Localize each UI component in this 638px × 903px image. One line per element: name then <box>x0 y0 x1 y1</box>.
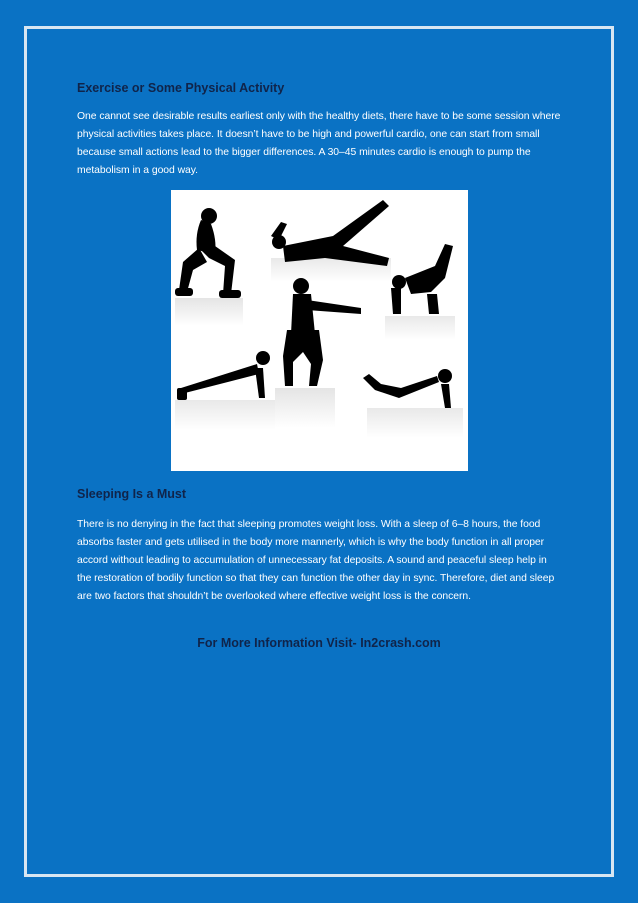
push-up-figure <box>177 351 270 400</box>
more-info-link[interactable]: For More Information Visit- In2crash.com <box>197 636 441 650</box>
section-heading-exercise: Exercise or Some Physical Activity <box>77 81 285 95</box>
kneeling-push-up-figure <box>363 369 452 408</box>
section-body-sleeping: There is no denying in the fact that sleeping promotes weight loss. With a sleep of 6–8 hours, the food absorbs faster and gets utilised in the body more mannerly, which is why the body function in all proper accord without leading to accumulation of unnecessary fat deposits. A sound and peaceful sleep help in the restoration of bodily function so that they can function the other day in sync. Therefore, diet and sleep are two factors that shouldn’t be overlooked where effective weight loss is the concern. <box>77 519 555 603</box>
squat-figure <box>283 278 361 386</box>
section-heading-sleeping: Sleeping Is a Must <box>77 487 187 501</box>
section-body-exercise: One cannot see desirable results earliest only with the healthy diets, there have to be some session where physical activities takes place. It doesn’t have to be high and powerful cardio, one can start from small because small actions lead to the bigger differences. A 30–45 minutes cardio is enough to pump the metabolism in a good way. <box>77 111 561 177</box>
exercise-silhouettes-illustration <box>171 190 468 471</box>
side-leg-raise-figure <box>271 200 389 266</box>
lunge-figure <box>175 208 241 298</box>
kneeling-kick-figure <box>391 244 453 314</box>
exercise-figures-icon <box>171 190 468 471</box>
